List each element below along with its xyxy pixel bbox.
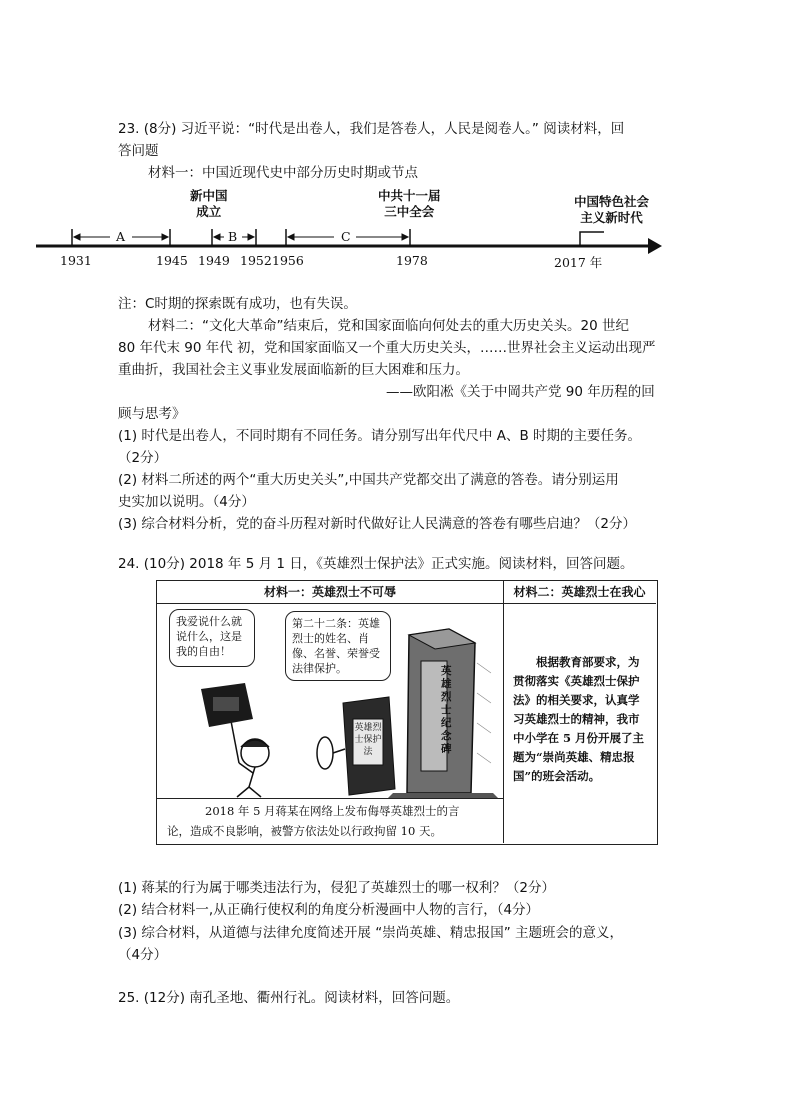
label-third-plenum: 中共十一届 三中全会 [378, 188, 441, 219]
speaker-figure [231, 721, 269, 797]
timeline-arrowhead [648, 238, 662, 254]
label-new-china: 新中国 成立 [190, 188, 228, 219]
monument-inscription: 英雄烈士纪念碑 [441, 665, 452, 755]
comic-head-material2: 材料二：英雄烈士在我心 [503, 581, 656, 604]
year-1978: 1978 [396, 253, 428, 268]
period-c-label: C [341, 229, 351, 244]
q23-sub1-line2: （2分） [118, 450, 168, 466]
q23-stem-line2: 答问题 [118, 143, 159, 159]
caption-divider [157, 798, 503, 799]
q24-sub3-line2: （4分） [118, 947, 168, 963]
year-1956: 1956 [272, 253, 304, 268]
history-timeline [30, 186, 670, 284]
note-c-period: 注：C时期的探索既有成功，也有失误。 [118, 296, 357, 312]
comic-caption-line2: 论，造成不良影响，被警方依法处以行政拘留 10 天。 [167, 824, 442, 838]
q24-sub2: (2) 结合材料一,从正确行使权利的角度分析漫画中人物的言行，（4分） [118, 902, 540, 918]
q23-sub3: (3) 综合材料分析，党的奋斗历程对新时代做好让人民满意的答卷有哪些启迪？（2分） [118, 516, 637, 532]
year-1949: 1949 [198, 253, 230, 268]
material2-line3: 重曲折，我国社会主义事业发展面临新的巨大困难和压力。 [118, 362, 469, 378]
comic-divider [503, 603, 504, 843]
black-sign [201, 683, 253, 727]
q23-sub1-line1: (1) 时代是出卷人，不同时期有不同任务。请分别写出年代尺中 A、B 时期的主要任务。 [118, 428, 641, 444]
year-2017: 2017 年 [554, 255, 603, 270]
comic-panel [156, 580, 658, 845]
q23-stem-line1: 23. (8分) 习近平说：“时代是出卷人，我们是答卷人，人民是阅卷人。” 阅读材料，回 [118, 121, 625, 137]
bubble-speaker: 我爱说什么就说什么，这是我的自由！ [169, 609, 255, 667]
q23-sub2-line2: 史实加以说明。（4分） [118, 494, 255, 510]
source-line1: ——欧阳凇《关于中岡共产党 90 年历程的回 [386, 384, 655, 400]
material1-title: 材料一：中国近现代史中部分历史时期或节点 [148, 165, 418, 181]
material2-line2: 80 年代末 90 年代 初，党和国家面临又一个重大历史关头，……世界社会主义运动出现严 [118, 340, 656, 356]
source-line2: 顾与思考》 [118, 406, 186, 422]
book-title: 英雄烈士保护法 [354, 723, 382, 757]
comic-caption-line1: 2018 年 5 月蒋某在网络上发布侮辱英雄烈士的言 [205, 804, 460, 818]
q23-sub2-line1: (2) 材料二所述的两个“重大历史关头”,中国共产党都交出了满意的答卷。请分别运用 [118, 472, 619, 488]
material2-side-text: 根据教育部要求，为贯彻落实《英雄烈士保护法》的相关要求，认真学习英雄烈士的精神，我市中小学在 5 月份开展了主题为“崇尚英雄、精忠报国”的班会活动。 [513, 655, 645, 783]
comic-head-material1: 材料一：英雄烈士不可辱 [157, 581, 504, 604]
year-1945: 1945 [156, 253, 188, 268]
period-b-label: B [228, 229, 238, 244]
label-new-era: 中国特色社会 主义新时代 [574, 194, 650, 225]
q24-sub1: (1) 蒋某的行为属于哪类违法行为，侵犯了英雄烈士的哪一权利？（2分） [118, 880, 556, 896]
bubble-law: 第二十二条：英雄烈士的姓名、肖像、名誉、荣誉受法律保护。 [285, 611, 391, 681]
q25-stem: 25. (12分) 南孔圣地、衢州行礼。阅读材料，回答问题。 [118, 990, 460, 1006]
period-a-label: A [116, 229, 126, 244]
year-1952: 1952 [240, 253, 272, 268]
material2-line1: 材料二：“文化大革命”结束后，党和国家面临向何处去的重大历史关头。20 世纪 [148, 318, 629, 334]
q24-stem: 24. (10分) 2018 年 5 月 1 日，《英雄烈士保护法》正式实施。阅读材料，回答问题。 [118, 556, 634, 572]
q24-sub3-line1: (3) 综合材料，从道德与法律允度简述开展 “崇尚英雄、精忠报国” 主题班会的意义， [118, 925, 623, 941]
year-1931: 1931 [60, 253, 92, 268]
